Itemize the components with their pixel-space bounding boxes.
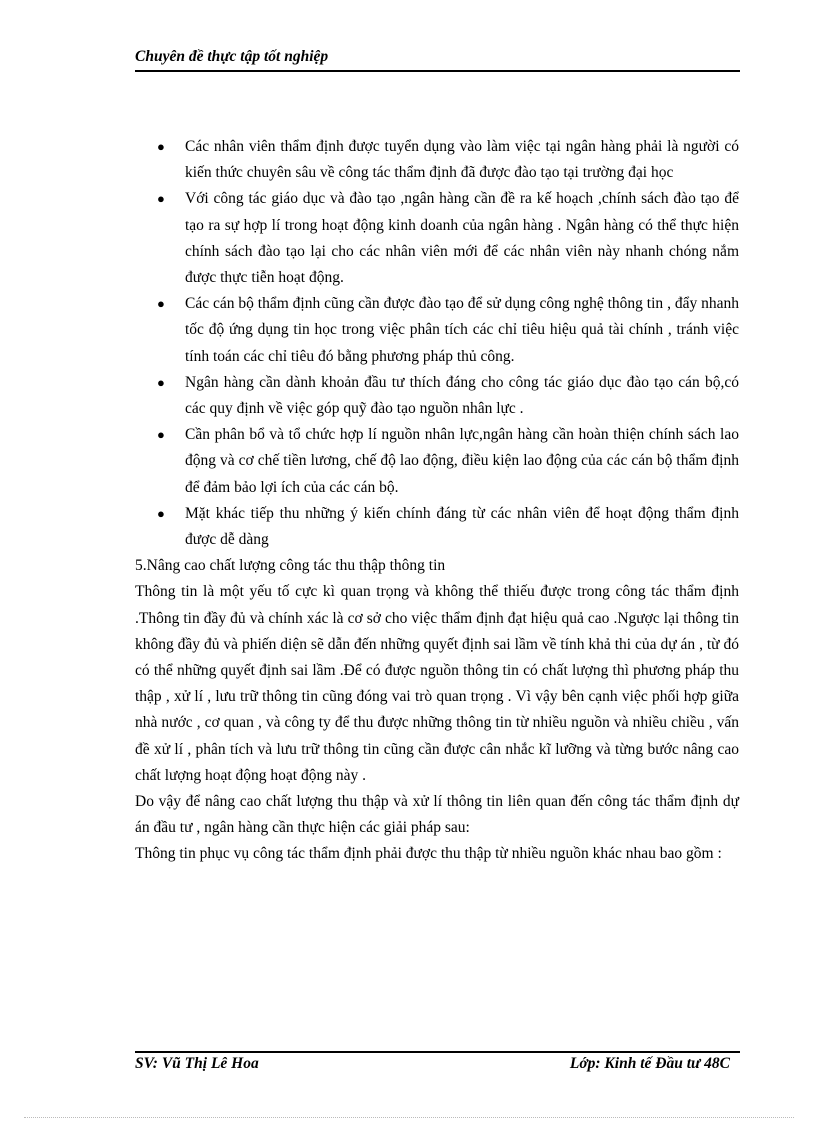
- page-body: [135, 134, 739, 868]
- footer-author: SV: Vũ Thị Lê Hoa: [135, 1055, 259, 1072]
- paragraph: Do vậy để nâng cao chất lượng thu thập và xử lí thông tin liên quan đến công tác thẩm định dự án đầu tư , ngân hàng cần thực hiện các giải pháp sau:: [135, 793, 739, 837]
- bullet-icon: ●: [157, 505, 165, 521]
- bullet-icon: ●: [157, 191, 165, 207]
- list-item: ● Các cán bộ thẩm định cũng cần được đào tạo để sử dụng công nghệ thông tin , đẩy nhanh tốc độ ứng dụng tin học trong việc phân tích các chỉ tiêu hiệu quả tài chính , tránh việc tính toán các chỉ tiêu đó bằng phương pháp thủ công.: [135, 291, 739, 370]
- list-item: ● Mặt khác tiếp thu những ý kiến chính đáng từ các nhân viên để hoạt động thẩm định được dễ dàng: [135, 501, 739, 553]
- bullet-icon: ●: [157, 427, 165, 443]
- list-item: ● Ngân hàng cần dành khoản đầu tư thích đáng cho công tác giáo dục đào tạo cán bộ,có các quy định về việc góp quỹ đào tạo nguồn nhân lực .: [135, 370, 739, 422]
- list-item: ● Cần phân bổ và tổ chức hợp lí nguồn nhân lực,ngân hàng cần hoàn thiện chính sách lao động và cơ chế tiền lương, chế độ lao động, điều kiện lao động của các cán bộ thẩm định để đảm bảo lợi ích của các cán bộ.: [135, 422, 739, 501]
- list-item: ● Các nhân viên thẩm định được tuyển dụng vào làm việc tại ngân hàng phải là người có kiến thức chuyên sâu về công tác thẩm định đã được đào tạo tại trường đại học: [135, 134, 739, 186]
- paragraph: Thông tin là một yếu tố cực kì quan trọng và không thể thiếu được trong công tác thẩm định .Thông tin đầy đủ và chính xác là cơ sở cho việc thẩm định đạt hiệu quả cao .Ngược lại thông tin không đầy đủ và phiến diện sẽ dẫn đến những quyết định sai lầm về tính khả thi của dự án , từ đó có thể những quyết định sai lầm .Để có được nguồn thông tin có chất lượng thì phương pháp thu thập , xử lí , lưu trữ thông tin cũng đóng vai trò quan trọng . Vì vậy bên cạnh việc phối hợp giữa nhà nước , cơ quan , và công ty để thu được những thông tin từ nhiều nguồn và nhiều chiều , vấn đề xử lí , phân tích và lưu trữ thông tin cũng cần được cân nhắc kĩ lưỡng và từng bước nâng cao chất lượng hoạt động hoạt động này .: [135, 583, 739, 784]
- bullet-icon: ●: [157, 374, 165, 390]
- page-header-title: Chuyên đề thực tập tốt nghiệp: [135, 48, 329, 65]
- bullet-icon: ●: [157, 139, 165, 154]
- page-edge-divider: [24, 1117, 794, 1118]
- bullet-icon: ●: [157, 296, 165, 312]
- section-heading: 5.Nâng cao chất lượng công tác thu thập thông tin: [135, 557, 446, 575]
- footer-class: Lớp: Kinh tế Đầu tư 48C: [569, 1055, 730, 1072]
- paragraph: Thông tin phục vụ công tác thẩm định phải được thu thập từ nhiều nguồn khác nhau bao gồm :: [135, 845, 722, 863]
- footer-rule: [135, 1051, 740, 1053]
- list-item: ● Với công tác giáo dục và đào tạo ,ngân hàng cần đề ra kế hoạch ,chính sách đào tạo để tạo ra sự hợp lí trong hoạt động kinh doanh của ngân hàng . Ngân hàng có thể thực hiện chính sách đào tạo lại cho các nhân viên mới để các nhân viên này nhanh chóng nắm được thực tiễn hoạt động.: [135, 186, 739, 291]
- header-rule: [135, 70, 740, 72]
- bullet-list: [135, 134, 739, 553]
